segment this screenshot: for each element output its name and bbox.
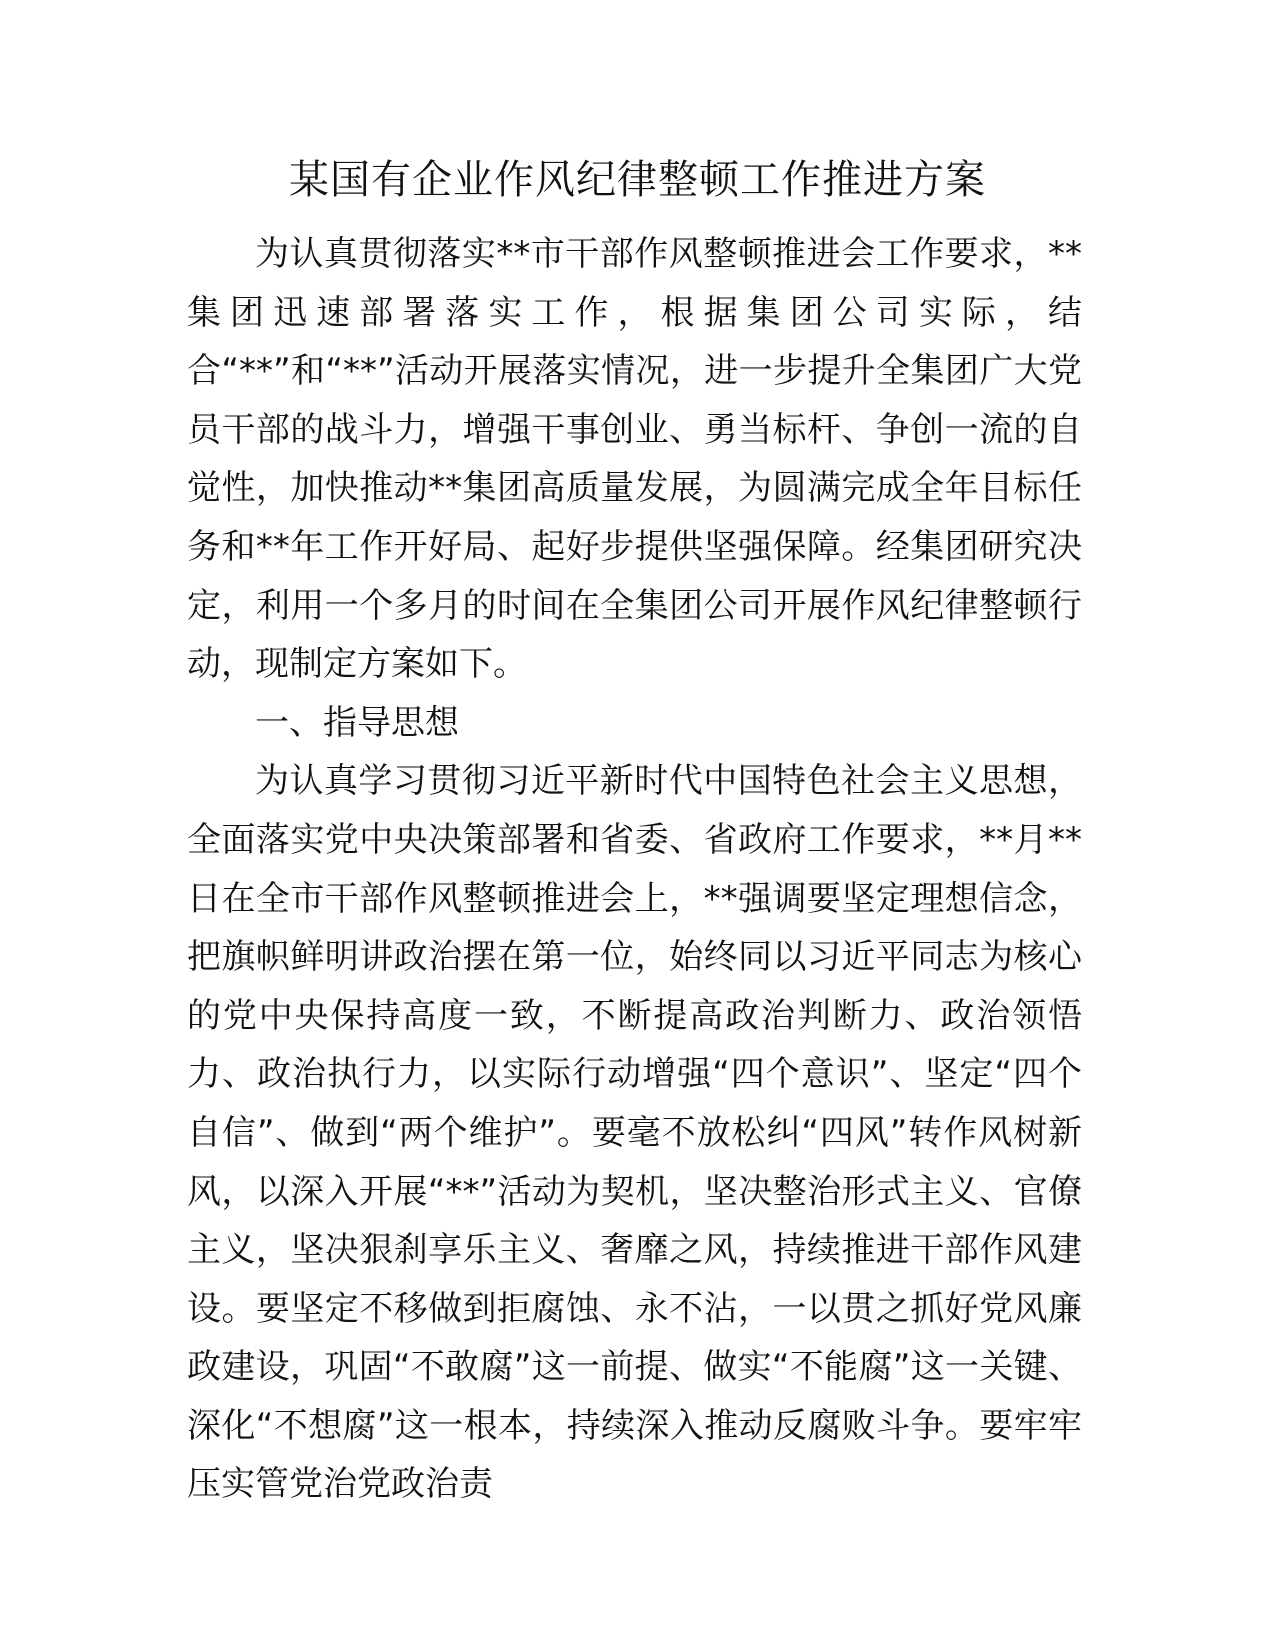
document-title: 某国有企业作风纪律整顿工作推进方案: [289, 157, 986, 203]
section-heading-guiding-ideology: 一、指导思想: [255, 702, 459, 743]
intro-paragraph: 为认真贯彻落实**市干部作风整顿推进会工作要求，**集团迅速部署落实工作，根据集团公司实际，结合“**”和“**”活动开展落实情况，进一步提升全集团广大党员干部的战斗力，增强干事创业、勇当标杆、争创一流的自觉性，加快推动**集团高质量发展，为圆满完成全年目标任务和**年工作开好局、起好步提供坚强保障。经集团研究决定，利用一个多月的时间在全集团公司开展作风纪律整顿行动，现制定方案如下。: [187, 234, 1082, 685]
document-body: [187, 225, 1082, 1514]
section-paragraph-guiding-ideology: 为认真学习贯彻习近平新时代中国特色社会主义思想，全面落实党中央决策部署和省委、省政府工作要求，**月**日在全市干部作风整顿推进会上，**强调要坚定理想信念，把旗帜鲜明讲政治摆在第一位，始终同以习近平同志为核心的党中央保持高度一致，不断提高政治判断力、政治领悟力、政治执行力，以实际行动增强“四个意识”、坚定“四个自信”、做到“两个维护”。要毫不放松纠“四风”转作风树新风，以深入开展“**”活动为契机，坚决整治形式主义、官僚主义，坚决狠刹享乐主义、奢靡之风，持续推进干部作风建设。要坚定不移做到拒腐蚀、永不沾，一以贯之抓好党风廉政建设，巩固“不敢腐”这一前提、做实“不能腐”这一关键、深化“不想腐”这一根本，持续深入推动反腐败斗争。要牢牢压实管党治党政治责: [187, 761, 1082, 1505]
